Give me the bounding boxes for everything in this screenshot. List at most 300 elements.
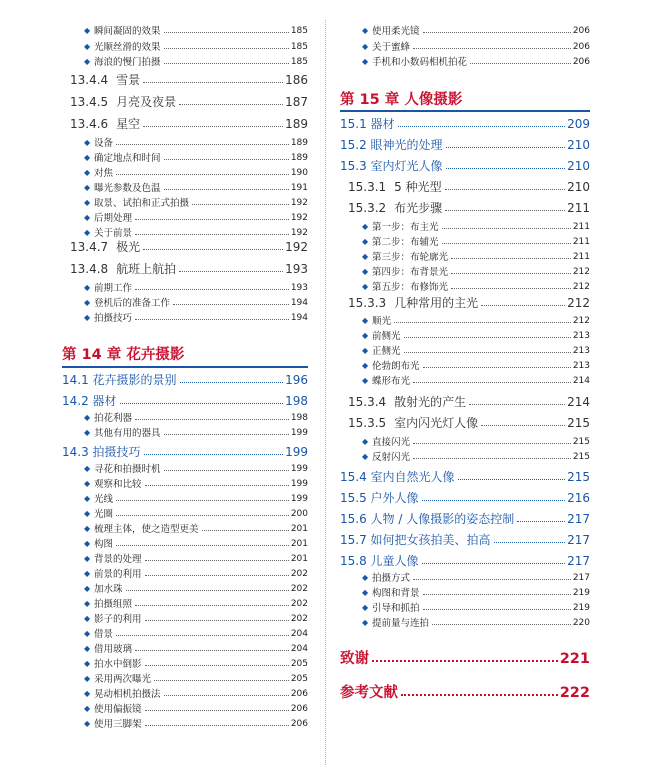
subsection-number: 13.4.6 xyxy=(70,117,109,131)
entry-page: 201 xyxy=(290,539,308,549)
leader-dots xyxy=(145,620,289,621)
section-page: 198 xyxy=(285,394,308,408)
leader-dots xyxy=(423,367,571,368)
toc-subsection[interactable] xyxy=(340,178,590,193)
toc-entry[interactable] xyxy=(62,477,308,489)
entry-title: ◆ 使用偏振镜 xyxy=(94,703,142,715)
subsection-page: 186 xyxy=(285,73,308,87)
toc-entry[interactable] xyxy=(62,211,308,223)
leader-dots xyxy=(451,288,571,289)
entry-title: ◆ 第一步：布主光 xyxy=(372,221,439,233)
entry-page: 215 xyxy=(572,437,590,447)
entry-title: ◆ 顺光 xyxy=(372,315,392,327)
subsection-page: 187 xyxy=(285,95,308,109)
toc-entry[interactable] xyxy=(62,612,308,624)
entry-title: ◆ 采用两次曝光 xyxy=(94,673,152,685)
toc-section[interactable] xyxy=(340,551,590,567)
leader-dots xyxy=(445,210,565,211)
leader-dots xyxy=(145,665,289,666)
toc-entry[interactable] xyxy=(62,687,308,699)
leader-dots xyxy=(372,660,558,662)
entry-title: ◆ 拍摄组照 xyxy=(94,598,133,610)
leader-dots xyxy=(164,189,289,190)
toc-entry[interactable] xyxy=(340,314,590,326)
subsection-title: 几种常用的主光 xyxy=(394,296,479,310)
leader-dots xyxy=(446,168,566,169)
leader-dots xyxy=(135,289,289,290)
leader-dots xyxy=(481,425,565,426)
leader-dots xyxy=(413,382,571,383)
entry-page: 193 xyxy=(290,283,308,293)
toc-entry[interactable] xyxy=(340,329,590,341)
leader-dots xyxy=(442,243,571,244)
leader-dots xyxy=(144,454,284,455)
toc-entry[interactable] xyxy=(62,181,308,193)
section-page: 217 xyxy=(567,512,590,526)
leader-dots xyxy=(470,63,571,64)
entry-page: 219 xyxy=(572,588,590,598)
entry-title: ◆ 正侧光 xyxy=(372,345,401,357)
toc-entry[interactable] xyxy=(62,296,308,308)
leader-dots xyxy=(135,219,289,220)
entry-page: 206 xyxy=(572,57,590,67)
entry-page: 206 xyxy=(290,719,308,729)
toc-entry[interactable] xyxy=(62,552,308,564)
entry-title: ◆ 第三步：布轮廓光 xyxy=(372,251,449,263)
subsection-title: 散射光的产生 xyxy=(394,395,467,409)
leader-dots xyxy=(413,48,571,49)
entry-page: 211 xyxy=(572,222,590,232)
entry-title: ◆ 借景 xyxy=(94,628,114,640)
entry-page: 213 xyxy=(572,331,590,341)
section-page: 210 xyxy=(567,159,590,173)
entry-title: ◆ 构图 xyxy=(94,538,114,550)
subsection-page: 214 xyxy=(567,395,590,409)
subsection-title: 星空 xyxy=(116,117,141,131)
section-title: 15.5 户外人像 xyxy=(340,491,419,505)
toc-entry[interactable] xyxy=(62,627,308,639)
acknowledgements-title: 致谢 xyxy=(340,650,369,667)
leader-dots xyxy=(116,174,289,175)
entry-page: 215 xyxy=(572,452,590,462)
leader-dots xyxy=(451,273,571,274)
section-page: 217 xyxy=(567,554,590,568)
entry-page: 189 xyxy=(290,138,308,148)
entry-title: ◆ 借用玻璃 xyxy=(94,643,133,655)
entry-page: 192 xyxy=(290,213,308,223)
section-title: 15.1 器材 xyxy=(340,117,395,131)
entry-page: 191 xyxy=(290,183,308,193)
entry-title: ◆ 梳理主体，使之造型更美 xyxy=(94,523,199,535)
subsection-number: 15.3.5 xyxy=(348,416,387,430)
entry-title: ◆ 第二步：布辅光 xyxy=(372,236,439,248)
toc-entry[interactable] xyxy=(62,311,308,323)
leader-dots xyxy=(202,530,289,531)
subsection-page: 215 xyxy=(567,416,590,430)
entry-title: ◆ 拍花利器 xyxy=(94,412,133,424)
subsection-title: 布光步骤 xyxy=(394,201,443,215)
subsection-title: 航班上航拍 xyxy=(116,262,177,276)
entry-page: 199 xyxy=(290,479,308,489)
entry-page: 200 xyxy=(290,509,308,519)
leader-dots xyxy=(422,500,566,501)
leader-dots xyxy=(116,515,289,516)
toc-entry[interactable] xyxy=(340,435,590,447)
leader-dots xyxy=(404,352,571,353)
section-page: 196 xyxy=(285,373,308,387)
entry-page: 211 xyxy=(572,252,590,262)
leader-dots xyxy=(116,144,289,145)
toc-entry[interactable] xyxy=(62,492,308,504)
entry-page: 202 xyxy=(290,614,308,624)
entry-page: 185 xyxy=(290,57,308,67)
section-page: 215 xyxy=(567,470,590,484)
leader-dots xyxy=(398,126,566,127)
entry-page: 205 xyxy=(290,659,308,669)
toc-subsection[interactable] xyxy=(340,393,590,408)
leader-dots xyxy=(469,404,565,405)
toc-entry[interactable] xyxy=(340,265,590,277)
entry-page: 198 xyxy=(290,413,308,423)
subsection-title: 室内闪光灯人像 xyxy=(394,416,479,430)
leader-dots xyxy=(143,82,283,83)
subsection-title: 5 种光型 xyxy=(394,180,442,194)
entry-title: ◆ 寻花和拍摄时机 xyxy=(94,463,161,475)
leader-dots xyxy=(135,650,289,651)
subsection-number: 15.3.3 xyxy=(348,296,387,310)
section-page: 217 xyxy=(567,533,590,547)
references-title: 参考文献 xyxy=(340,684,398,701)
entry-page: 213 xyxy=(572,361,590,371)
entry-title: ◆ 伦勃朗布光 xyxy=(372,360,420,372)
entry-page: 192 xyxy=(290,228,308,238)
toc-subsection[interactable] xyxy=(62,115,308,130)
toc-entry[interactable] xyxy=(62,522,308,534)
subsection-title: 月亮及夜景 xyxy=(116,95,177,109)
section-title: 14.2 器材 xyxy=(62,394,117,408)
entry-title: ◆ 光线 xyxy=(94,493,114,505)
entry-page: 199 xyxy=(290,428,308,438)
toc-section[interactable] xyxy=(340,114,590,130)
subsection-page: 193 xyxy=(285,262,308,276)
leader-dots xyxy=(442,228,571,229)
entry-title: ◆ 直接闪光 xyxy=(372,436,411,448)
toc-entry[interactable] xyxy=(340,280,590,292)
section-page: 209 xyxy=(567,117,590,131)
leader-dots xyxy=(135,605,289,606)
toc-subsection[interactable] xyxy=(62,71,308,86)
toc-entry[interactable] xyxy=(340,24,590,36)
toc-entry[interactable] xyxy=(62,597,308,609)
chapter-14-heading[interactable]: 第 14 章 花卉摄影 xyxy=(62,347,185,363)
leader-dots xyxy=(116,500,289,501)
entry-title: ◆ 其他有用的器具 xyxy=(94,427,161,439)
leader-dots xyxy=(451,258,571,259)
entry-title: ◆ 前期工作 xyxy=(94,282,133,294)
toc-left-column xyxy=(62,0,308,773)
toc-entry[interactable] xyxy=(340,359,590,371)
toc-acknowledgements[interactable] xyxy=(340,648,590,666)
entry-page: 220 xyxy=(572,618,590,628)
toc-entry[interactable] xyxy=(340,586,590,598)
toc-subsection[interactable] xyxy=(340,199,590,214)
leader-dots xyxy=(145,575,289,576)
leader-dots xyxy=(394,322,571,323)
leader-dots xyxy=(145,485,289,486)
entry-page: 204 xyxy=(290,644,308,654)
toc-section[interactable] xyxy=(340,530,590,546)
section-title: 15.3 室内灯光人像 xyxy=(340,159,443,173)
references-page: 222 xyxy=(559,684,590,701)
entry-page: 212 xyxy=(572,282,590,292)
toc-entry[interactable] xyxy=(62,567,308,579)
entry-page: 212 xyxy=(572,316,590,326)
toc-entry[interactable] xyxy=(340,344,590,356)
entry-title: ◆ 设备 xyxy=(94,137,114,149)
toc-entry[interactable] xyxy=(62,151,308,163)
toc-entry[interactable] xyxy=(340,601,590,613)
subsection-page: 212 xyxy=(567,296,590,310)
entry-title: ◆ 拍水中倒影 xyxy=(94,658,142,670)
entry-title: ◆ 使用三脚架 xyxy=(94,718,142,730)
toc-subsection[interactable] xyxy=(340,414,590,429)
entry-page: 185 xyxy=(290,42,308,52)
leader-dots xyxy=(481,305,565,306)
toc-entry[interactable] xyxy=(62,411,308,423)
toc-right-column xyxy=(340,0,590,773)
leader-dots xyxy=(143,249,283,250)
section-page: 210 xyxy=(567,138,590,152)
entry-title: ◆ 光圈 xyxy=(94,508,114,520)
leader-dots xyxy=(458,479,566,480)
toc-entry[interactable] xyxy=(62,642,308,654)
toc-entry[interactable] xyxy=(340,374,590,386)
entry-title: ◆ 加水珠 xyxy=(94,583,123,595)
subsection-number: 13.4.5 xyxy=(70,95,109,109)
entry-page: 194 xyxy=(290,313,308,323)
leader-dots xyxy=(164,695,289,696)
leader-dots xyxy=(164,32,289,33)
chapter-rule xyxy=(340,110,590,112)
leader-dots xyxy=(423,32,571,33)
toc-section[interactable] xyxy=(340,135,590,151)
subsection-page: 210 xyxy=(567,180,590,194)
entry-title: ◆ 第五步：布修饰光 xyxy=(372,281,449,293)
subsection-number: 15.3.4 xyxy=(348,395,387,409)
leader-dots xyxy=(135,319,289,320)
entry-title: ◆ 前侧光 xyxy=(372,330,401,342)
toc-entry[interactable] xyxy=(340,616,590,628)
toc-entry[interactable] xyxy=(62,507,308,519)
subsection-page: 211 xyxy=(567,201,590,215)
entry-title: ◆ 拍摄技巧 xyxy=(94,312,133,324)
toc-entry[interactable] xyxy=(340,220,590,232)
subsection-number: 13.4.4 xyxy=(70,73,109,87)
entry-title: ◆ 瞬间凝固的效果 xyxy=(94,25,161,37)
entry-page: 190 xyxy=(290,168,308,178)
entry-title: ◆ 登机后的准备工作 xyxy=(94,297,171,309)
toc-section[interactable] xyxy=(62,442,308,458)
toc-entry[interactable] xyxy=(340,250,590,262)
subsection-title: 雪景 xyxy=(116,73,141,87)
section-title: 14.3 拍摄技巧 xyxy=(62,445,141,459)
toc-subsection[interactable] xyxy=(62,238,308,253)
chapter-15-heading[interactable]: 第 15 章 人像摄影 xyxy=(340,92,463,108)
entry-page: 212 xyxy=(572,267,590,277)
chapter-rule xyxy=(62,366,308,368)
entry-page: 199 xyxy=(290,464,308,474)
section-page: 216 xyxy=(567,491,590,505)
entry-page: 206 xyxy=(572,42,590,52)
toc-references[interactable] xyxy=(340,682,590,700)
entry-title: ◆ 后期处理 xyxy=(94,212,133,224)
subsection-page: 189 xyxy=(285,117,308,131)
toc-entry[interactable] xyxy=(62,24,308,36)
leader-dots xyxy=(143,126,283,127)
toc-entry[interactable] xyxy=(62,196,308,208)
toc-entry[interactable] xyxy=(62,281,308,293)
toc-subsection[interactable] xyxy=(62,93,308,108)
section-title: 14.1 花卉摄影的景别 xyxy=(62,373,177,387)
toc-section[interactable] xyxy=(62,391,308,407)
entry-title: ◆ 背景的处理 xyxy=(94,553,142,565)
leader-dots xyxy=(180,382,284,383)
leader-dots xyxy=(432,624,571,625)
leader-dots xyxy=(145,560,289,561)
toc-section[interactable] xyxy=(62,370,308,386)
leader-dots xyxy=(494,542,566,543)
leader-dots xyxy=(192,204,289,205)
leader-dots xyxy=(173,304,289,305)
subsection-number: 15.3.2 xyxy=(348,201,387,215)
entry-title: ◆ 关于前景 xyxy=(94,227,133,239)
leader-dots xyxy=(422,563,566,564)
entry-page: 205 xyxy=(290,674,308,684)
leader-dots xyxy=(145,710,289,711)
entry-title: ◆ 曝光参数及色温 xyxy=(94,182,161,194)
toc-entry[interactable] xyxy=(340,450,590,462)
leader-dots xyxy=(179,104,283,105)
leader-dots xyxy=(423,609,571,610)
entry-page: 206 xyxy=(290,704,308,714)
entry-title: ◆ 晃动相机拍摄法 xyxy=(94,688,161,700)
entry-page: 199 xyxy=(290,494,308,504)
leader-dots xyxy=(116,635,289,636)
entry-title: ◆ 拍摄方式 xyxy=(372,572,411,584)
toc-entry[interactable] xyxy=(340,55,590,67)
leader-dots xyxy=(164,63,289,64)
toc-section[interactable] xyxy=(340,467,590,483)
leader-dots xyxy=(517,521,565,522)
toc-entry[interactable] xyxy=(62,55,308,67)
leader-dots xyxy=(179,271,283,272)
entry-page: 201 xyxy=(290,554,308,564)
entry-title: ◆ 对焦 xyxy=(94,167,114,179)
entry-page: 194 xyxy=(290,298,308,308)
entry-page: 192 xyxy=(290,198,308,208)
column-divider xyxy=(325,20,326,765)
section-title: 15.4 室内自然光人像 xyxy=(340,470,455,484)
leader-dots xyxy=(401,694,558,696)
entry-page: 211 xyxy=(572,237,590,247)
toc-entry[interactable] xyxy=(62,537,308,549)
entry-title: ◆ 手机和小数码相机拍花 xyxy=(372,56,468,68)
leader-dots xyxy=(126,590,289,591)
toc-entry[interactable] xyxy=(62,672,308,684)
toc-subsection[interactable] xyxy=(340,294,590,309)
leader-dots xyxy=(145,725,289,726)
toc-entry[interactable] xyxy=(62,582,308,594)
entry-title: ◆ 海浪的慢门拍摄 xyxy=(94,56,161,68)
acknowledgements-page: 221 xyxy=(559,650,590,667)
entry-title: ◆ 光顺丝滑的效果 xyxy=(94,41,161,53)
entry-page: 213 xyxy=(572,346,590,356)
entry-title: ◆ 关于蜜蜂 xyxy=(372,41,411,53)
leader-dots xyxy=(164,434,289,435)
toc-entry[interactable] xyxy=(62,657,308,669)
section-title: 15.6 人物 / 人像摄影的姿态控制 xyxy=(340,512,515,526)
toc-entry[interactable] xyxy=(62,166,308,178)
toc-section[interactable] xyxy=(340,488,590,504)
section-title: 15.8 儿童人像 xyxy=(340,554,419,568)
entry-title: ◆ 确定地点和时间 xyxy=(94,152,161,164)
toc-entry[interactable] xyxy=(340,235,590,247)
entry-page: 219 xyxy=(572,603,590,613)
entry-page: 202 xyxy=(290,569,308,579)
leader-dots xyxy=(120,403,284,404)
leader-dots xyxy=(413,443,571,444)
toc-entry[interactable] xyxy=(62,226,308,238)
toc-section[interactable] xyxy=(340,156,590,172)
toc-entry[interactable] xyxy=(62,717,308,729)
toc-entry[interactable] xyxy=(62,462,308,474)
subsection-number: 13.4.7 xyxy=(70,240,109,254)
leader-dots xyxy=(154,680,289,681)
toc-subsection[interactable] xyxy=(62,260,308,275)
entry-page: 206 xyxy=(290,689,308,699)
entry-title: ◆ 构图和背景 xyxy=(372,587,420,599)
leader-dots xyxy=(116,545,289,546)
entry-title: ◆ 蝶形布光 xyxy=(372,375,411,387)
entry-page: 201 xyxy=(290,524,308,534)
entry-page: 189 xyxy=(290,153,308,163)
toc-section[interactable] xyxy=(340,509,590,525)
toc-entry[interactable] xyxy=(340,40,590,52)
entry-title: ◆ 观察和比较 xyxy=(94,478,142,490)
entry-title: ◆ 取景、试拍和正式拍摄 xyxy=(94,197,190,209)
section-title: 15.2 眼神光的处理 xyxy=(340,138,443,152)
entry-page: 217 xyxy=(572,573,590,583)
toc-entry[interactable] xyxy=(62,136,308,148)
toc-entry[interactable] xyxy=(62,40,308,52)
entry-title: ◆ 提前量与连拍 xyxy=(372,617,430,629)
leader-dots xyxy=(446,147,566,148)
section-page: 199 xyxy=(285,445,308,459)
entry-page: 202 xyxy=(290,599,308,609)
subsection-number: 15.3.1 xyxy=(348,180,387,194)
toc-entry[interactable] xyxy=(340,571,590,583)
leader-dots xyxy=(445,189,565,190)
entry-page: 214 xyxy=(572,376,590,386)
leader-dots xyxy=(164,48,289,49)
toc-entry[interactable] xyxy=(62,702,308,714)
leader-dots xyxy=(404,337,571,338)
section-title: 15.7 如何把女孩拍美、拍高 xyxy=(340,533,491,547)
toc-entry[interactable] xyxy=(62,426,308,438)
entry-page: 206 xyxy=(572,26,590,36)
entry-title: ◆ 影子的利用 xyxy=(94,613,142,625)
entry-page: 204 xyxy=(290,629,308,639)
